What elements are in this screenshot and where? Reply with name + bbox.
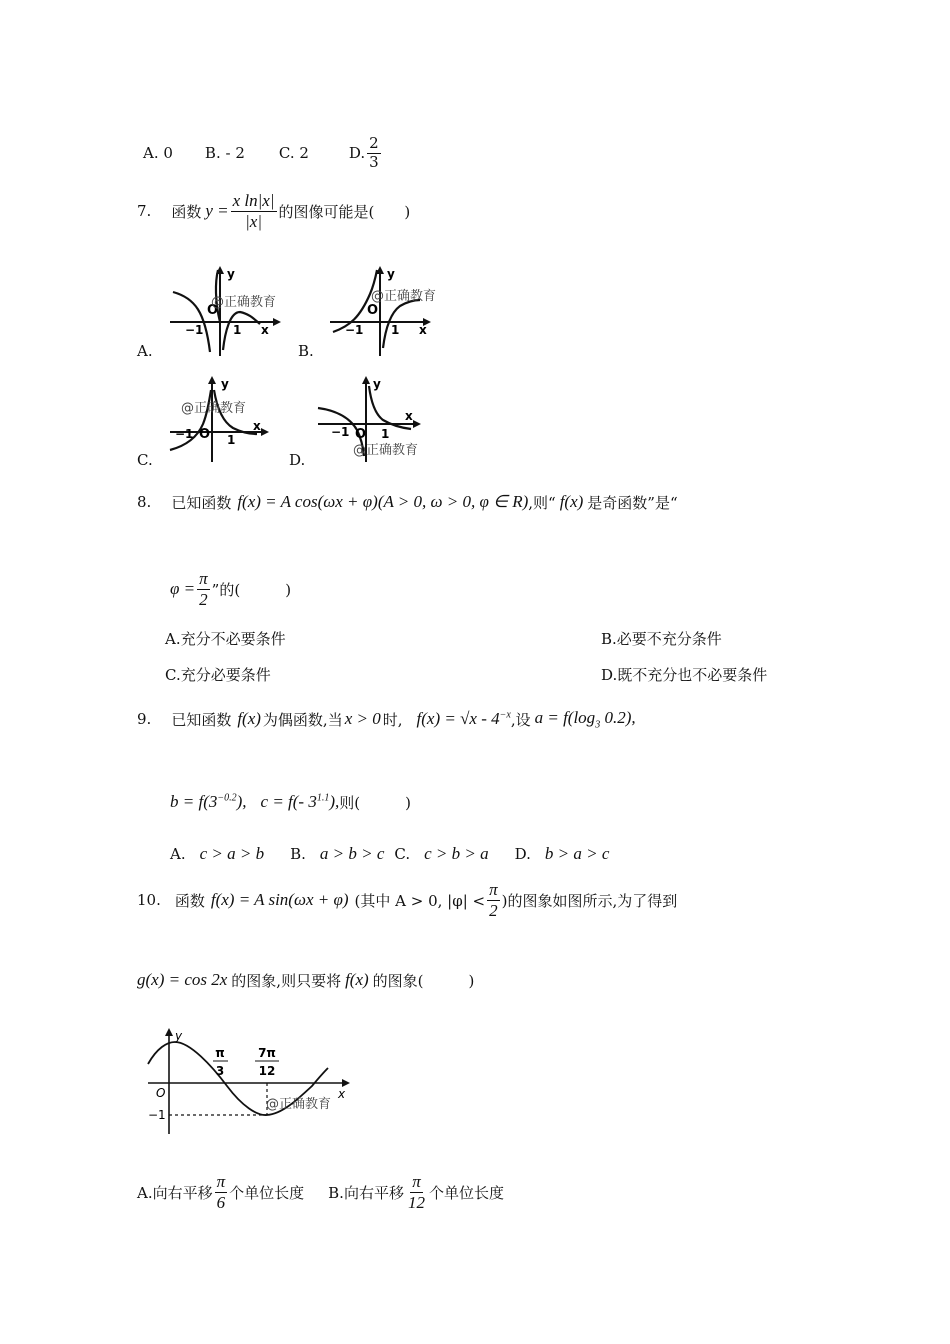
q7d-watermark: @正确教育 (353, 443, 419, 458)
q10-watermark: @正确教育 (266, 1097, 332, 1112)
q10-option-a-fraction: $\frac{\pi}{6}$ (216, 1171, 226, 1212)
q7d-tick-neg: −1 (331, 425, 350, 439)
q10-t2-num: 7π (258, 1046, 276, 1060)
q7d-y-label: y (373, 377, 381, 391)
q7-prefix: 函数 (171, 202, 202, 221)
q10-option-a-pre: A.向右平移 (137, 1183, 213, 1202)
q9-formula: $f(x) = √x - 4^{-x}$ (416, 709, 511, 728)
q10-g-tail: 的图象( ) (372, 971, 475, 990)
q7a-tick-neg: −1 (185, 323, 204, 337)
q9-c-def: c = f(- $3^{1.1}$), (260, 792, 340, 811)
q7b-y-label: y (387, 267, 395, 281)
q7a-origin: O (207, 303, 219, 318)
q10-cond-pre: (其中 A > 0, |φ| < (354, 891, 486, 910)
q7a-x-label: x (261, 323, 269, 337)
q6-option-b: B. - 2 (204, 144, 245, 162)
q6-options (143, 130, 383, 176)
q9-set: ,设 (510, 710, 531, 729)
q7b-tick-pos: 1 (391, 323, 400, 337)
q9-fx: f(x) (237, 709, 261, 728)
q7c-origin: O (199, 427, 211, 442)
q10-option-b-post: 个单位长度 (428, 1183, 504, 1202)
q7-graph-a (165, 262, 285, 358)
q10-option-a-post: 个单位长度 (229, 1183, 305, 1202)
q8-prefix: 已知函数 (171, 493, 232, 512)
q9-option-c-expr: c > b > a (424, 844, 489, 863)
q10-cond-post: )的图象如图所示,为了得到 (501, 891, 678, 910)
q9-prefix: 已知函数 (171, 710, 232, 729)
q7-number: 7. (137, 202, 152, 220)
q9-option-b: B. (290, 845, 306, 863)
q9-then: 则( ) (339, 793, 411, 812)
q9-option-a: A. (170, 845, 186, 863)
q7c-x-label: x (253, 419, 261, 433)
q7-stem (137, 186, 410, 236)
q7-graph-b (325, 262, 445, 358)
q9-option-c: C. (394, 845, 411, 863)
q7a-tick-pos: 1 (233, 323, 242, 337)
q8-number: 8. (137, 493, 152, 511)
q9-option-d-expr: b > a > c (544, 844, 610, 863)
q8-stem-cont (170, 566, 291, 612)
q8-stem (137, 486, 678, 518)
q8-option-d: D.既不充分也不必要条件 (601, 666, 768, 684)
q7-graph-c (165, 372, 277, 466)
q10-option-b-fraction: $\frac{\pi}{12}$ (407, 1171, 425, 1212)
q7-label-c: C. (137, 451, 153, 469)
q10-prefix: 函数 (174, 891, 205, 910)
q7d-x-label: x (405, 409, 413, 423)
q6-option-a: A. 0 (143, 144, 173, 162)
q10-g-formula: g(x) = cos 2x (137, 970, 228, 989)
q10-x-label: x (338, 1087, 346, 1101)
q6-option-d: D. (348, 144, 366, 162)
q7-graph-d (313, 372, 431, 466)
q7a-watermark: @正确教育 (211, 295, 277, 310)
q10-minus-one: −1 (148, 1108, 166, 1122)
q10-options (137, 1168, 504, 1216)
q8-fx: f(x) (559, 492, 584, 511)
q10-y-label: y (175, 1029, 183, 1043)
q8-option-a: A.充分不必要条件 (165, 630, 286, 648)
q10-g-text: 的图象,则只要将 (231, 971, 342, 990)
q8-option-b: B.必要不充分条件 (601, 630, 722, 648)
q7b-x-label: x (419, 323, 427, 337)
q10-option-b-pre: B.向右平移 (328, 1183, 404, 1202)
q9-stem-cont (170, 786, 411, 818)
q8-tail: ”的( ) (211, 580, 292, 599)
q9-cond: x > 0 (344, 709, 381, 728)
q6-option-c: C. 2 (278, 144, 309, 162)
q9-number: 9. (137, 710, 152, 728)
q6-option-d-fraction: $\frac{2}{3}$ (369, 134, 379, 171)
q7c-watermark: @正确教育 (181, 401, 247, 416)
q8-phi-fraction: $\frac{\pi}{2}$ (199, 568, 208, 609)
q7c-tick-neg: −1 (175, 427, 194, 441)
q9-option-b-expr: a > b > c (319, 844, 385, 863)
q7-label-b: B. (298, 342, 314, 360)
q7-func-lhs: y = (205, 201, 229, 220)
q7-label-a: A. (137, 342, 153, 360)
q10-number: 10. (137, 891, 161, 909)
q10-t2-den: 12 (258, 1064, 276, 1078)
q7-func-fraction: $\frac{\text{x ln|x|}}{|x|}$ (232, 190, 275, 231)
q10-graph (142, 1026, 360, 1138)
q9-even: 为偶函数,当 (262, 710, 343, 729)
q8-middle: ,则“ (528, 493, 556, 512)
q10-stem (137, 876, 677, 924)
q7b-origin: O (367, 303, 379, 318)
q9-when: 时, (382, 710, 403, 729)
q7d-tick-pos: 1 (381, 427, 390, 441)
q7d-origin: O (355, 427, 367, 442)
q7-suffix: 的图像可能是( ) (278, 202, 411, 221)
q10-formula: f(x) = A sin(ωx + φ) (210, 890, 349, 909)
q10-fx: f(x) (345, 970, 369, 989)
q8-phi-lhs: φ = (170, 579, 196, 598)
q10-t1-num: π (215, 1046, 225, 1060)
q10-cond-fraction: $\frac{\pi}{2}$ (489, 879, 498, 920)
q9-options (170, 840, 609, 868)
q9-option-d: D. (514, 845, 531, 863)
q9-b-def: $b = f(3^{-0.2})$, (170, 792, 247, 811)
q7b-tick-neg: −1 (345, 323, 364, 337)
q7-label-d: D. (289, 451, 306, 469)
q9-stem (137, 702, 636, 736)
q8-formula: f(x) = A cos(ωx + φ)(A > 0, ω > 0, φ ∈ R) (237, 492, 529, 511)
q7c-tick-pos: 1 (227, 433, 236, 447)
q7c-y-label: y (221, 377, 229, 391)
q8-after: 是奇函数”是“ (587, 493, 678, 512)
q10-origin: O (156, 1086, 166, 1100)
q8-option-c: C.充分必要条件 (165, 666, 271, 684)
q7a-y-label: y (227, 267, 235, 281)
q9-a-def: $a = f(\log_3$ 0.2), (534, 707, 636, 731)
q9-option-a-expr: c > a > b (199, 844, 265, 863)
q10-t1-den: 3 (215, 1064, 225, 1078)
q7b-watermark: @正确教育 (371, 289, 437, 304)
q10-stem-cont (137, 964, 474, 996)
